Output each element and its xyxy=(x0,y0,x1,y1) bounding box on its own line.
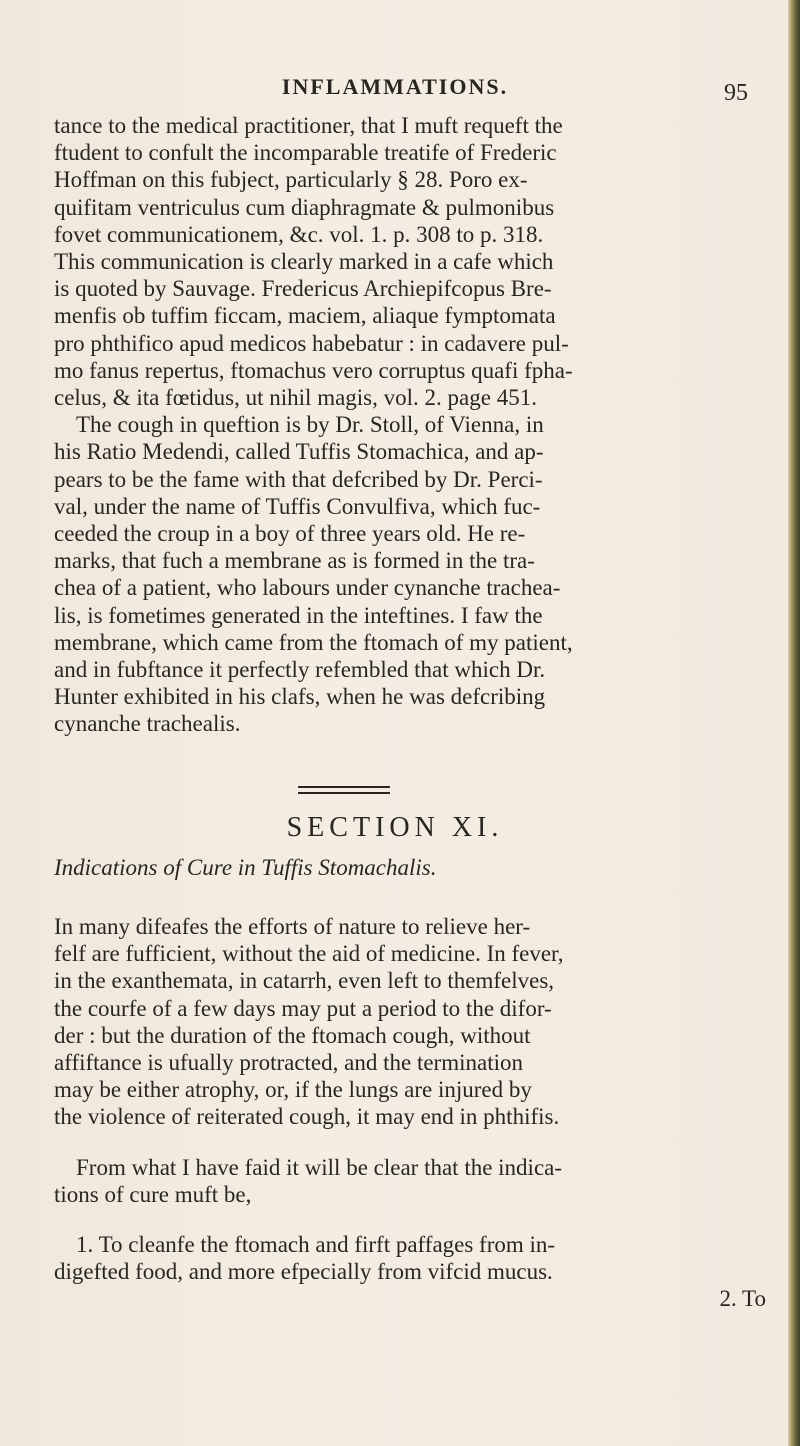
text-line: menfis ob tuffim ficcam, maciem, aliaque fymptomata xyxy=(54,303,556,329)
text-line: This communication is clearly marked in a cafe which xyxy=(54,249,554,275)
text-line: pro phthifico apud medicos habebatur : in cadavere pul- xyxy=(54,330,569,356)
text-line: val, under the name of Tuffis Convulfiva, which fuc- xyxy=(54,493,541,519)
divider-rule xyxy=(298,786,390,788)
text-line: membrane, which came from the ftomach of my patient, xyxy=(54,629,573,655)
text-line: digefted food, and more efpecially from vifcid mucus. xyxy=(54,1259,553,1285)
text-line: Hoffman on this fubject, particularly § 28. Poro ex- xyxy=(54,167,528,193)
text-line: in the exanthemata, in catarrh, even left to themfelves, xyxy=(54,968,555,994)
text-line: lis, is fometimes generated in the inteftines. I faw the xyxy=(54,602,543,628)
text-line: the violence of reiterated cough, it may end in phthifis. xyxy=(54,1104,560,1130)
text-line: In many difeafes the efforts of nature to relieve her- xyxy=(54,914,531,939)
text-line: tance to the medical practitioner, that I muft requeft the xyxy=(54,113,563,138)
text-line: the courfe of a few days may put a period to the difor- xyxy=(54,995,552,1021)
text-line: and in fubftance it perfectly refembled that which Dr. xyxy=(54,657,546,683)
page-number: 95 xyxy=(724,80,748,106)
text-line: celus, & ita fœtidus, ut nihil magis, vol. 2. page 451. xyxy=(54,385,537,411)
section-heading: SECTION XI. xyxy=(286,812,504,843)
text-line: ftudent to confult the incomparable treatife of Frederic xyxy=(54,140,557,166)
body-text-bottom xyxy=(54,890,770,1336)
text-line: 1. To cleanfe the ftomach and firft paffages from in- xyxy=(76,1232,556,1258)
text-line: mo fanus repertus, ftomachus vero corruptus quafi fpha- xyxy=(54,357,573,383)
running-head: INFLAMMATIONS. xyxy=(281,74,509,99)
text-line: affiftance is ufually protracted, and the termination xyxy=(54,1050,523,1076)
text-line: The cough in queftion is by Dr. Stoll, of Vienna, in xyxy=(76,412,544,438)
text-line: marks, that fuch a membrane as is formed in the tra- xyxy=(54,548,535,574)
section-divider xyxy=(298,786,390,798)
catchword: 2. To xyxy=(719,1286,766,1312)
text-line: is quoted by Sauvage. Fredericus Archiepifcopus Bre- xyxy=(54,276,552,302)
text-line: may be either atrophy, or, if the lungs are injured by xyxy=(54,1077,532,1103)
text-line: der : but the duration of the ftomach cough, without xyxy=(54,1022,531,1048)
text-line: From what I have faid it will be clear that the indica- xyxy=(76,1154,563,1180)
text-line: his Ratio Medendi, called Tuffis Stomachica, and ap- xyxy=(54,439,544,465)
divider-rule xyxy=(298,792,390,794)
text-line: Hunter exhibited in his clafs, when he was defcribing xyxy=(54,684,546,710)
text-line: quifitam ventriculus cum diaphragmate & pulmonibus xyxy=(54,194,555,220)
text-line: chea of a patient, who labours under cynanche trachea- xyxy=(54,575,561,601)
body-text-top xyxy=(54,112,770,738)
paragraph-4 xyxy=(54,1154,770,1208)
text-line: tions of cure muft be, xyxy=(54,1181,252,1207)
text-line: felf are fufficient, without the aid of medicine. In fever, xyxy=(54,941,564,967)
section-subtitle: Indications of Cure in Tuffis Stomachalis. xyxy=(54,855,437,880)
text-line: pears to be the fame with that defcribed by Dr. Perci- xyxy=(54,466,543,492)
text-line: fovet communicationem, &c. vol. 1. p. 308 to p. 318. xyxy=(54,221,544,247)
paragraph-5 xyxy=(54,1231,770,1313)
paragraph-2 xyxy=(54,411,770,737)
text-line: cynanche trachealis. xyxy=(54,711,241,737)
paragraph-3 xyxy=(54,913,770,1131)
paragraph-1 xyxy=(54,112,770,411)
text-line: ceeded the croup in a boy of three years old. He re- xyxy=(54,521,526,547)
page-binding-edge xyxy=(788,0,800,1446)
